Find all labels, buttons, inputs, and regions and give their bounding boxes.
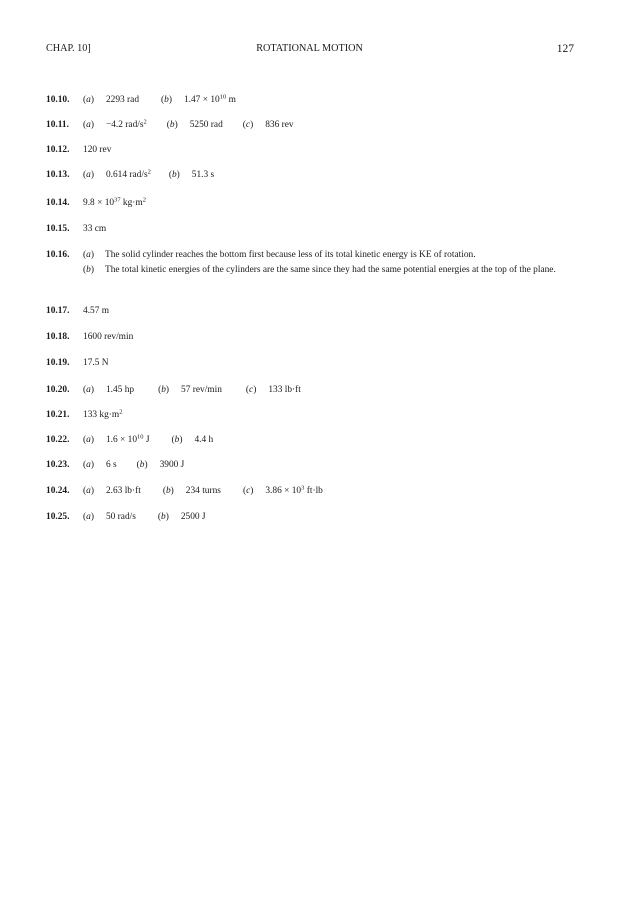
answer-part-a [83, 249, 575, 261]
answer-value: −4.2 rad/$s^2$ [105, 118, 147, 130]
answer-value: 5250 rad [189, 120, 223, 130]
part-label: ( a ) [83, 486, 94, 496]
problem-number: 10.25. [46, 512, 70, 522]
part-label: ( c ) [246, 385, 256, 395]
answer-part-c [243, 119, 294, 131]
answer-value: 234 turns [185, 486, 221, 496]
answer-value: 33 cm [83, 224, 107, 234]
part-label: ( a ) [83, 170, 94, 180]
problem-number: 10.21. [46, 410, 70, 420]
part-label: ( a ) [83, 385, 94, 395]
part-label: ( a ) [83, 435, 94, 445]
part-label: ( a ) [83, 249, 94, 261]
part-label: ( a ) [83, 512, 94, 522]
answer-part-c [246, 384, 301, 396]
answer-part-a [83, 384, 134, 396]
part-label: ( a ) [83, 460, 94, 470]
answer-value: 6 s [105, 460, 117, 470]
answer-value: 0.614 rad/$s^2$ [105, 168, 151, 180]
part-label: ( b ) [83, 264, 94, 276]
answer-part-b [167, 119, 223, 131]
answer-part-b [137, 459, 185, 471]
part-label: ( c ) [243, 120, 253, 130]
problem-number: 10.13. [46, 170, 70, 180]
answer-part-b [158, 511, 206, 523]
page-number: 127 [556, 43, 574, 55]
answer-value: $1.6 \times 10^{10}$ J [105, 433, 150, 445]
answer-part-a [83, 434, 150, 446]
answer-part-c [243, 485, 323, 497]
chapter-label: CHAP. 10] [46, 43, 91, 54]
answer-value: 2293 rad [105, 95, 140, 105]
answer-part-a [83, 94, 139, 106]
answer-part-b [158, 384, 222, 396]
answer-value: 1600 rev/min [83, 332, 134, 342]
problem-number: 10.24. [46, 486, 70, 496]
answer-part-b [161, 94, 236, 106]
part-label: ( b ) [163, 486, 174, 496]
problem-number: 10.12. [46, 145, 70, 155]
answer-value: 3900 J [159, 460, 185, 470]
part-label: ( b ) [167, 120, 178, 130]
answer-part-a [83, 119, 147, 131]
answer-value: 4.57 m [83, 306, 110, 316]
problem-number: 10.19. [46, 358, 70, 368]
answer-value: 120 rev [83, 145, 112, 155]
part-label: ( b ) [158, 385, 169, 395]
answer-value: 51.3 s [191, 170, 215, 180]
problem-number: 10.18. [46, 332, 70, 342]
part-label: ( b ) [172, 435, 183, 445]
problem-number: 10.20. [46, 385, 70, 395]
answer-value: 836 rev [265, 120, 294, 130]
answer-value: 2500 J [180, 512, 206, 522]
problem-number: 10.10. [46, 95, 70, 105]
part-label: ( a ) [83, 95, 94, 105]
problem-number: 10.14. [46, 198, 70, 208]
part-label: ( b ) [169, 170, 180, 180]
answer-value: 4.4 h [194, 435, 214, 445]
answer-part-a [83, 511, 136, 523]
problem-number: 10.23. [46, 460, 70, 470]
answer-value: $9.8 \times 10^{37}$ $kg\cdot m^2$ [83, 196, 146, 208]
answer-text: The solid cylinder reaches the bottom first because less of its total kinetic energy is KE of rotation. [105, 250, 476, 260]
answer-part-b [163, 485, 221, 497]
answer-text: The total kinetic energies of the cylinders are the same since they had the same potential energies at the top of the plane. [105, 265, 556, 275]
part-label: ( b ) [161, 95, 172, 105]
answer-value: 2.63 lb·ft [105, 486, 141, 496]
part-label: ( b ) [158, 512, 169, 522]
answer-part-a [83, 485, 141, 497]
problem-number: 10.17. [46, 306, 70, 316]
answer-part-b [169, 169, 214, 181]
answer-part-b [172, 434, 214, 446]
answer-value: 57 rev/min [181, 385, 222, 395]
answer-value: $1.47 \times 10^{10}$ m [183, 93, 236, 105]
answer-part-a [83, 169, 151, 181]
problem-number: 10.16. [46, 250, 70, 260]
part-label: ( a ) [83, 120, 94, 130]
running-title: ROTATIONAL MOTION [256, 43, 363, 54]
answer-value: $3.86 \times 10^3$ ft·lb [265, 484, 323, 496]
answer-part-b [83, 264, 575, 276]
part-label: ( b ) [137, 460, 148, 470]
problem-number: 10.15. [46, 224, 70, 234]
answer-part-a [83, 459, 117, 471]
answer-value: 17.5 N [83, 358, 109, 368]
problem-number: 10.11. [46, 120, 69, 130]
problem-number: 10.22. [46, 435, 70, 445]
answer-value: 50 rad/s [105, 512, 136, 522]
answer-value: 1.45 hp [105, 385, 135, 395]
answer-value: 133 $kg\cdot m^2$ [83, 408, 123, 420]
answer-value: 133 lb·ft [268, 385, 301, 395]
part-label: ( c ) [243, 486, 253, 496]
